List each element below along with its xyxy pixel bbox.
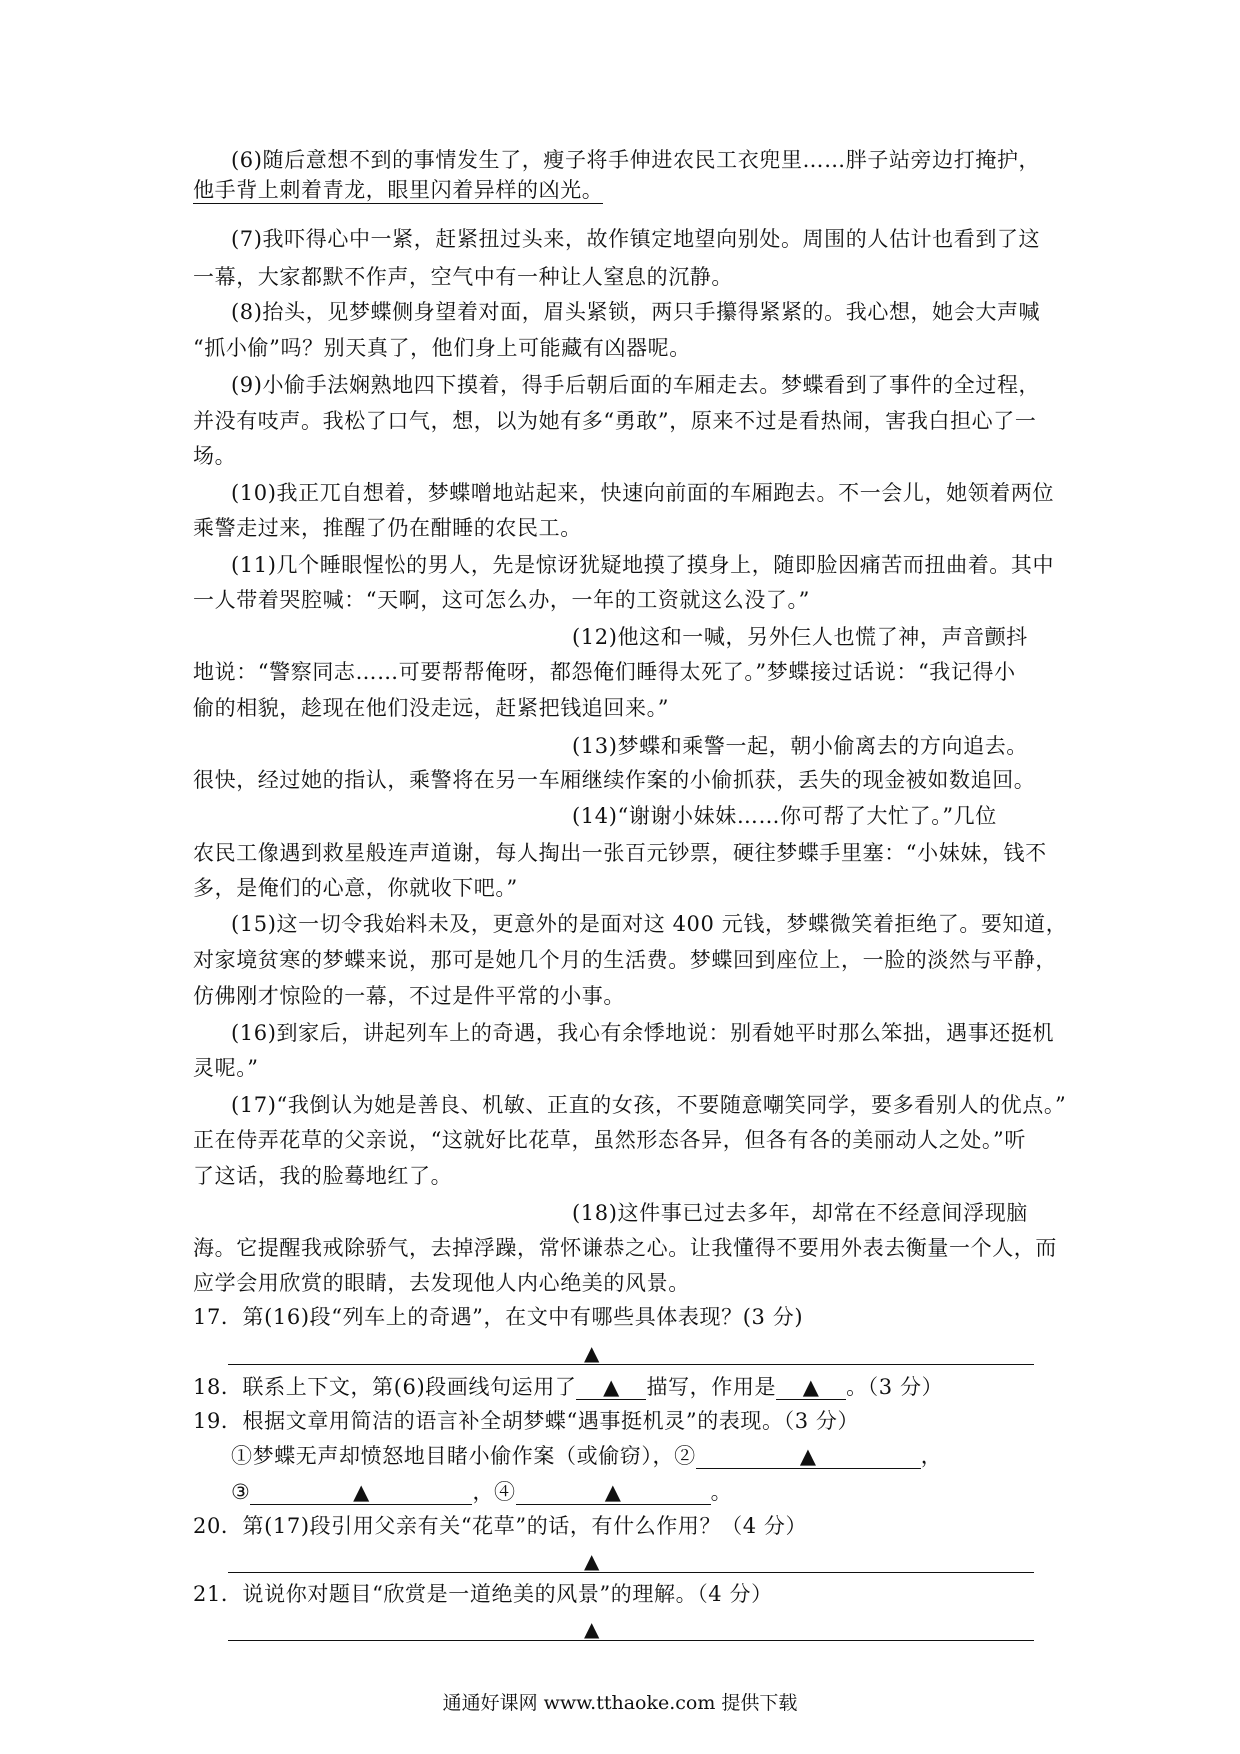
p7-line2: 一幕，大家都默不作声，空气中有一种让人窒息的沉静。 bbox=[193, 265, 733, 289]
p15-line1: (15)这一切令我始料未及，更意外的是面对这 400 元钱，梦蝶微笑着拒绝了。要知道， bbox=[231, 912, 1068, 936]
question-18 bbox=[193, 1372, 943, 1402]
q18-text-c: 。（3 分） bbox=[846, 1375, 944, 1399]
p18-line3: 应学会用欣赏的眼睛，去发现他人内心绝美的风景。 bbox=[193, 1271, 690, 1295]
p14-line3: 多，是俺们的心意，你就收下吧。” bbox=[193, 876, 518, 900]
p7-line1: (7)我吓得心中一紧，赶紧扭过头来，故作镇定地望向别处。周围的人估计也看到了这 bbox=[231, 227, 1041, 251]
p17-line2: 正在侍弄花草的父亲说，“这就好比花草，虽然形态各异，但各有各的美丽动人之处。”听 bbox=[193, 1128, 1026, 1152]
answer-mark-icon: ▲ bbox=[584, 1617, 600, 1641]
answer-line-17[interactable] bbox=[228, 1364, 1034, 1365]
p6-line1: (6)随后意想不到的事情发生了，瘦子将手伸进农民工衣兜里……胖子站旁边打掩护， bbox=[231, 148, 1041, 172]
q18-blank-2[interactable] bbox=[776, 1375, 846, 1400]
page-footer: 通通好课网 www.tthaoke.com 提供下载 bbox=[442, 1692, 798, 1714]
q19-item-4-label: ，④ bbox=[472, 1480, 516, 1504]
p6-line2-underlined bbox=[193, 175, 603, 205]
question-19: 19．根据文章用简洁的语言补全胡梦蝶“遇事挺机灵”的表现。（3 分） bbox=[193, 1409, 860, 1433]
q19-item-3-label: ③ bbox=[231, 1480, 251, 1504]
answer-mark-icon: ▲ bbox=[603, 1375, 620, 1399]
p9-line3: 场。 bbox=[193, 444, 237, 468]
p13-line1: (13)梦蝶和乘警一起，朝小偷离去的方向追去。 bbox=[572, 734, 1028, 758]
p8-line1: (8)抬头，见梦蝶侧身望着对面，眉头紧锁，两只手攥得紧紧的。我心想，她会大声喊 bbox=[231, 300, 1041, 324]
question-21: 21．说说你对题目“欣赏是一道绝美的风景”的理解。（4 分） bbox=[193, 1582, 773, 1606]
answer-mark-icon: ▲ bbox=[584, 1549, 600, 1573]
answer-line-21[interactable] bbox=[228, 1640, 1034, 1641]
p16-line1: (16)到家后，讲起列车上的奇遇，我心有余悸地说：别看她平时那么笨拙，遇事还挺机 bbox=[231, 1021, 1055, 1045]
p11-line2: 一人带着哭腔喊：“天啊，这可怎么办，一年的工资就这么没了。” bbox=[193, 588, 810, 612]
q19-line3 bbox=[231, 1477, 732, 1507]
p12-line1: (12)他这和一喊，另外仨人也慌了神，声音颤抖 bbox=[572, 625, 1028, 649]
q19-blank-4[interactable] bbox=[516, 1480, 711, 1505]
p14-line1: (14)“谢谢小妹妹……你可帮了大忙了。”几位 bbox=[572, 804, 997, 828]
answer-line-20[interactable] bbox=[228, 1572, 1034, 1573]
underlined-sentence: 他手背上刺着青龙，眼里闪着异样的凶光。 bbox=[193, 178, 604, 202]
answer-mark-icon: ▲ bbox=[604, 1480, 622, 1504]
q19-blank-3[interactable] bbox=[250, 1480, 472, 1505]
answer-mark-icon: ▲ bbox=[802, 1375, 820, 1399]
q18-text-a: 18．联系上下文，第(6)段画线句运用了 bbox=[193, 1375, 577, 1399]
answer-mark-icon: ▲ bbox=[584, 1341, 600, 1365]
p14-line2: 农民工像遇到救星般连声道谢，每人掏出一张百元钞票，硬往梦蝶手里塞：“小妹妹，钱不 bbox=[193, 841, 1047, 865]
p18-line1: (18)这件事已过去多年，却常在不经意间浮现脑 bbox=[572, 1201, 1028, 1225]
q19-item-1: ①梦蝶无声却愤怒地目睹小偷作案（或偷窃），② bbox=[231, 1444, 696, 1468]
p15-line3: 仿佛刚才惊险的一幕，不过是件平常的小事。 bbox=[193, 984, 625, 1008]
p11-line1: (11)几个睡眼惺忪的男人，先是惊讶犹疑地摸了摸身上，随即脸因痛苦而扭曲着。其中 bbox=[231, 553, 1055, 577]
answer-mark-icon: ▲ bbox=[353, 1480, 370, 1504]
p17-line1: (17)“我倒认为她是善良、机敏、正直的女孩，不要随意嘲笑同学，要多看别人的优点。” bbox=[231, 1093, 1067, 1117]
q19-line2 bbox=[231, 1441, 942, 1471]
p12-line2: 地说：“警察同志……可要帮帮俺呀，都怨俺们睡得太死了。”梦蝶接过话说：“我记得小 bbox=[193, 660, 1016, 684]
question-17: 17．第(16)段“列车上的奇遇”，在文中有哪些具体表现？(3 分) bbox=[193, 1305, 804, 1329]
p9-line2: 并没有吱声。我松了口气，想，以为她有多“勇敢”，原来不过是看热闹，害我白担心了一 bbox=[193, 409, 1037, 433]
q19-period: 。 bbox=[710, 1480, 733, 1504]
question-20: 20．第(17)段引用父亲有关“花草”的话，有什么作用？（4 分） bbox=[193, 1514, 808, 1538]
p10-line2: 乘警走过来，推醒了仍在酣睡的农民工。 bbox=[193, 516, 582, 540]
p10-line1: (10)我正兀自想着，梦蝶噌地站起来，快速向前面的车厢跑去。不一会儿，她领着两位 bbox=[231, 481, 1055, 505]
p17-line3: 了这话，我的脸蓦地红了。 bbox=[193, 1164, 453, 1188]
q18-blank-1[interactable] bbox=[576, 1375, 646, 1400]
q19-blank-2[interactable] bbox=[696, 1444, 921, 1469]
q19-comma: ， bbox=[920, 1444, 943, 1468]
p18-line2: 海。它提醒我戒除骄气，去掉浮躁，常怀谦恭之心。让我懂得不要用外表去衡量一个人，而 bbox=[193, 1236, 1057, 1260]
p15-line2: 对家境贫寒的梦蝶来说，那可是她几个月的生活费。梦蝶回到座位上，一脸的淡然与平静， bbox=[193, 948, 1057, 972]
q18-text-b: 描写，作用是 bbox=[646, 1375, 777, 1399]
p9-line1: (9)小偷手法娴熟地四下摸着，得手后朝后面的车厢走去。梦蝶看到了事件的全过程， bbox=[231, 373, 1041, 397]
p8-line2: “抓小偷”吗？别天真了，他们身上可能藏有凶器呢。 bbox=[193, 336, 691, 360]
p13-line2: 很快，经过她的指认，乘警将在另一车厢继续作案的小偷抓获，丢失的现金被如数追回。 bbox=[193, 768, 1036, 792]
p12-line3: 偷的相貌，趁现在他们没走远，赶紧把钱追回来。” bbox=[193, 696, 670, 720]
answer-mark-icon: ▲ bbox=[799, 1444, 817, 1468]
p16-line2: 灵呢。” bbox=[193, 1056, 259, 1080]
